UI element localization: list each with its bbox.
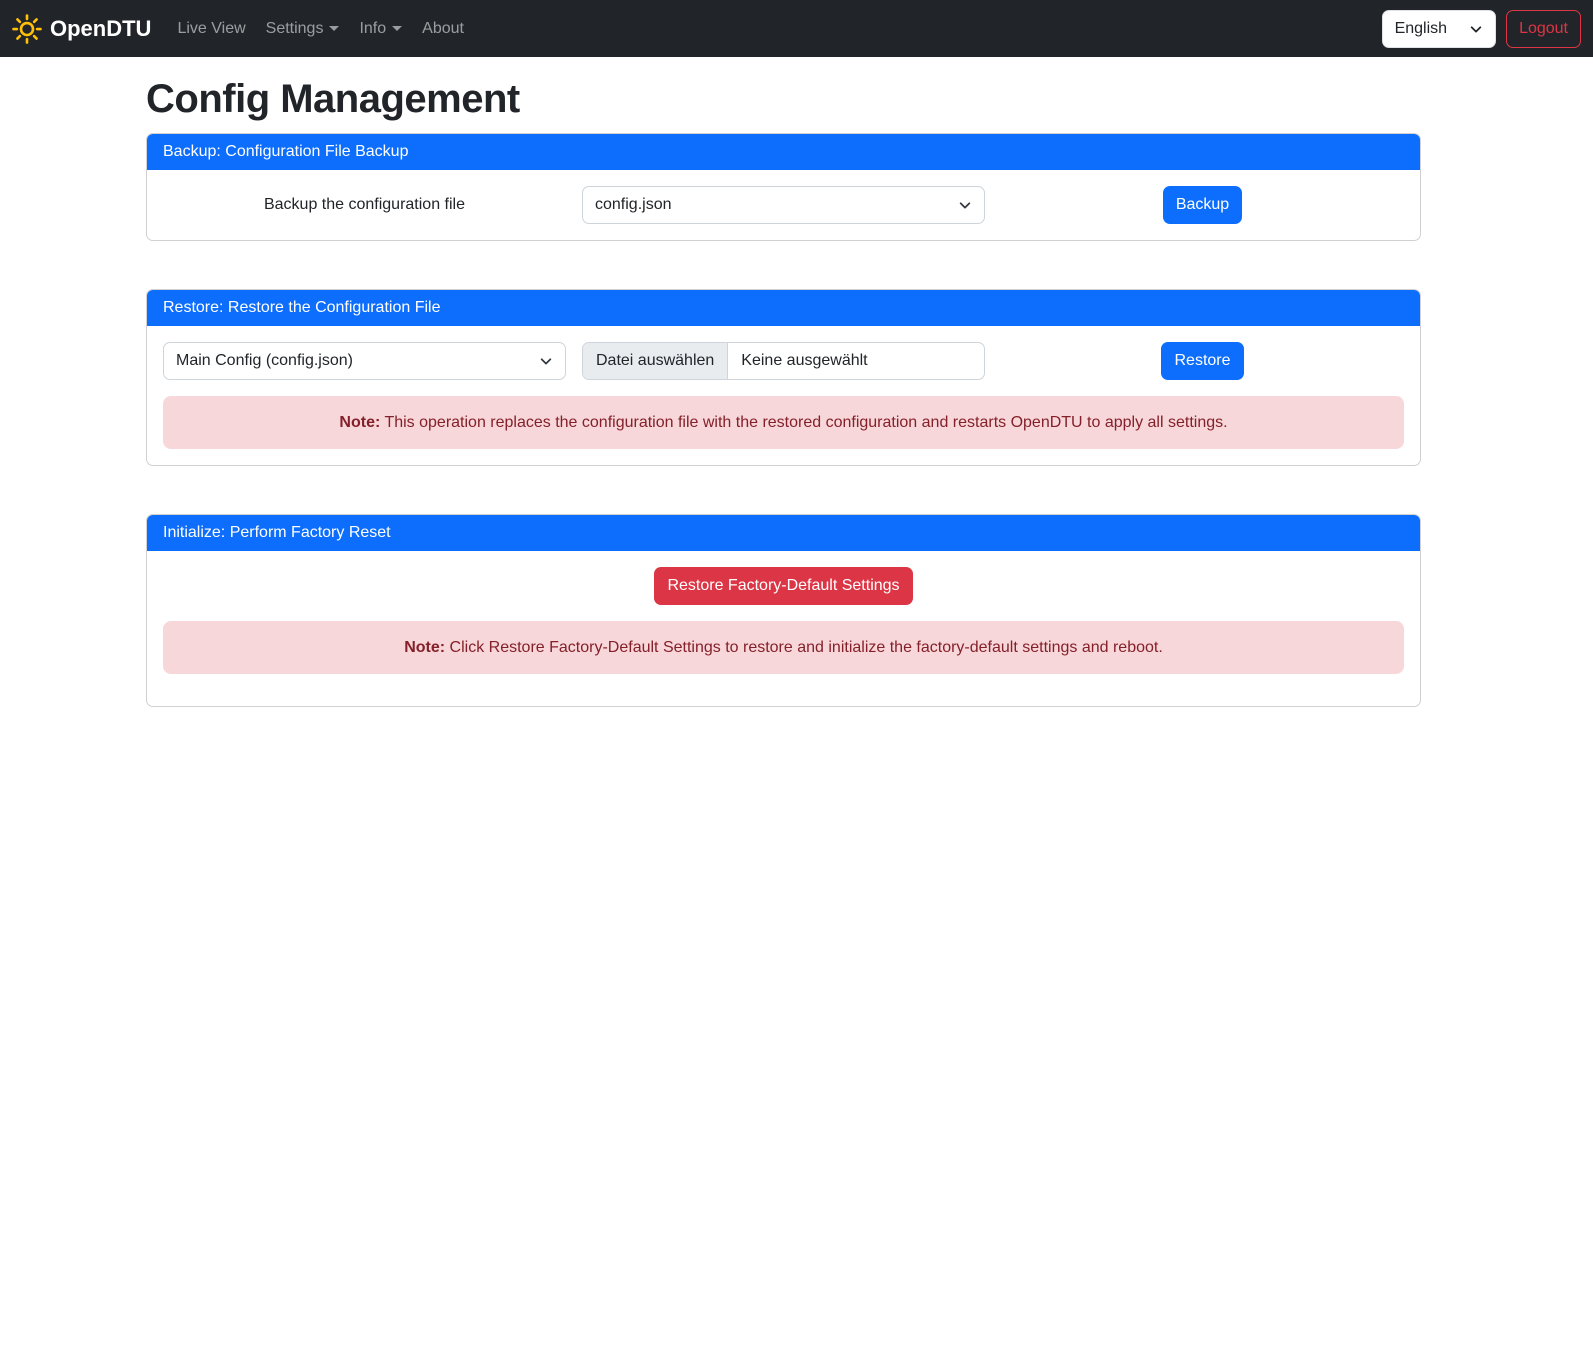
file-status-text: Keine ausgewählt <box>741 352 868 369</box>
restore-file-input[interactable] <box>582 342 985 380</box>
backup-card-header: Backup: Configuration File Backup <box>147 134 1420 170</box>
nav-item-about[interactable] <box>412 12 474 46</box>
factory-reset-note <box>163 621 1404 674</box>
restore-config-select[interactable] <box>163 342 566 380</box>
note-text: Click Restore Factory-Default Settings to restore and initialize the factory-default settings and reboot. <box>449 639 1163 656</box>
nav-item-label: Info <box>359 19 387 37</box>
backup-card-body <box>147 170 1420 240</box>
nav-item-settings[interactable] <box>256 12 350 46</box>
note-text: This operation replaces the configuration file with the restored configuration and restarts OpenDTU to apply all settings. <box>384 414 1228 431</box>
chevron-down-icon <box>539 354 553 368</box>
restore-note <box>163 396 1404 449</box>
navbar <box>0 0 1593 57</box>
factory-reset-card-body <box>147 551 1420 706</box>
backup-file-label: Backup the configuration file <box>263 196 465 213</box>
factory-reset-card <box>146 514 1421 707</box>
language-select-value: English <box>1394 19 1448 37</box>
chevron-down-icon <box>958 198 972 212</box>
restore-card-header: Restore: Restore the Configuration File <box>147 290 1420 326</box>
file-choose-button[interactable]: Datei auswählen <box>583 343 728 379</box>
note-label: Note: <box>404 639 446 656</box>
restore-card-body <box>147 326 1420 465</box>
restore-button[interactable]: Restore <box>1161 342 1243 380</box>
backup-file-select[interactable] <box>582 186 985 224</box>
navbar-left <box>12 12 474 46</box>
backup-file-select-value: config.json <box>595 196 672 213</box>
page-title: Config Management <box>146 77 520 121</box>
factory-reset-card-header: Initialize: Perform Factory Reset <box>147 515 1420 551</box>
brand-link[interactable] <box>12 14 151 44</box>
nav-item-info[interactable] <box>349 12 412 46</box>
sun-icon <box>12 14 42 44</box>
factory-reset-button[interactable]: Restore Factory-Default Settings <box>654 567 912 605</box>
brand-label: OpenDTU <box>50 15 152 41</box>
chevron-down-icon <box>329 26 339 31</box>
nav-item-live-view[interactable] <box>167 12 255 46</box>
logout-button[interactable]: Logout <box>1506 10 1581 48</box>
chevron-down-icon <box>392 26 402 31</box>
nav-item-label: Settings <box>265 19 324 37</box>
main-content <box>146 75 1421 707</box>
backup-card <box>146 133 1421 241</box>
language-select[interactable] <box>1382 10 1496 48</box>
nav-item-label: Live View <box>177 19 246 37</box>
navbar-right <box>1382 10 1581 48</box>
note-label: Note: <box>339 414 381 431</box>
restore-config-select-value: Main Config (config.json) <box>176 352 353 369</box>
chevron-down-icon <box>1469 22 1483 36</box>
restore-card <box>146 289 1421 466</box>
backup-button[interactable]: Backup <box>1163 186 1242 224</box>
nav-item-label: About <box>422 19 464 37</box>
